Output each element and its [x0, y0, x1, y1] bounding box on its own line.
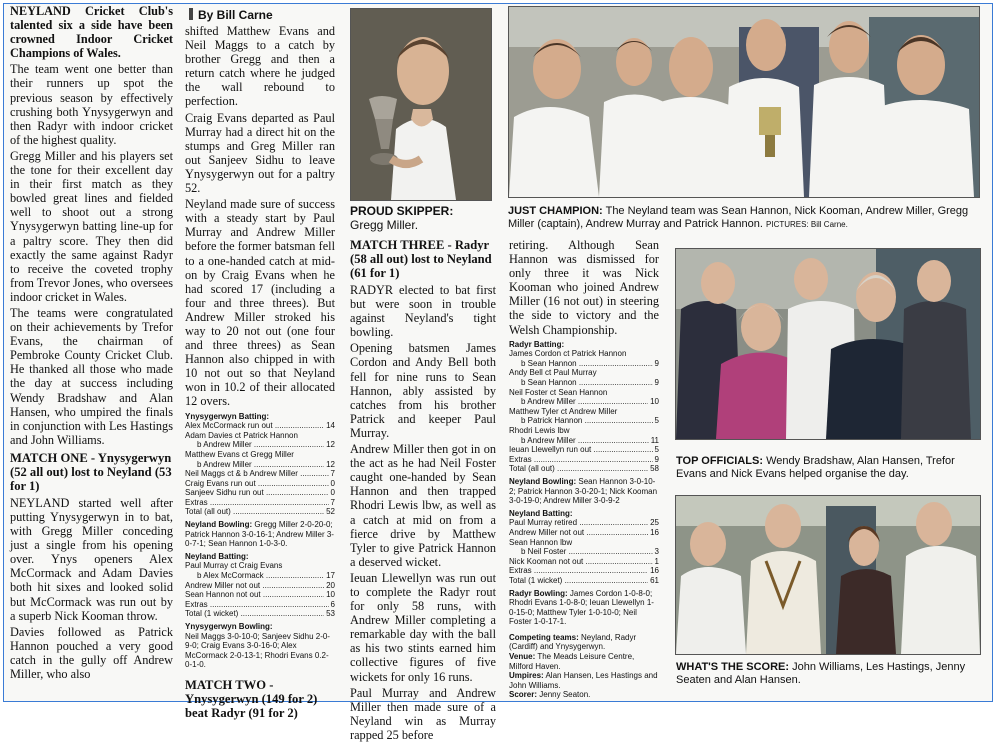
- scorecard-rows: [185, 561, 335, 619]
- scorecard-rows: [185, 421, 335, 517]
- batsman-entry: Andrew Miller not out .....: [185, 581, 324, 591]
- scorecard-row: [509, 426, 659, 436]
- info-row: [509, 633, 659, 652]
- runs-value: [298, 431, 300, 441]
- runs-value: 12: [326, 440, 335, 450]
- match-three-heading: MATCH THREE - Radyr (58 all out) lost to Neyland (61 for 1): [350, 238, 492, 280]
- scorecard-row: [185, 450, 335, 460]
- scorecard-row: [509, 566, 659, 576]
- info-label: Venue:: [509, 652, 536, 662]
- scorecard-row: [185, 561, 335, 571]
- scorecard-match-one: [185, 412, 335, 670]
- column-2: [185, 24, 335, 723]
- champion-caption: [508, 205, 986, 231]
- scorecard-row: [509, 416, 659, 426]
- batsman-entry: Total (1 wicket) .....: [509, 576, 648, 586]
- batsman-entry: Ieuan Llewellyn run out .....: [509, 445, 653, 455]
- runs-value: 0: [330, 488, 335, 498]
- bowling-text: James Cordon 1-0-8-0; Rhodri Evans 1-0-8-0; Ieuan Llewellyn 1-0-15-0; Matthew Tyler 1-0-10-0; Neil Foster 1-0-17-1.: [509, 588, 654, 627]
- lead-paragraph: NEYLAND Cricket Club's talented six a side have been crowned Indoor Cricket Champions of Wales.: [10, 4, 173, 61]
- batsman-entry: Neil Maggs ct & b Andrew Miller .....: [185, 469, 329, 479]
- scorecard-row: [509, 349, 659, 359]
- caption-text: Wendy Bradshaw, Alan Hansen, Trefor Evans and Nick Evans helped organise the day.: [676, 455, 955, 480]
- scorecard-row: [509, 359, 659, 369]
- batsman-entry: Matthew Evans ct Gregg Miller: [185, 449, 294, 459]
- paragraph: Paul Murray and Andrew Miller then made sure of a Neyland win as Murray rapped 25 before: [350, 685, 496, 742]
- byline-text: By Bill Carne: [198, 8, 273, 22]
- scorecard-row: [509, 538, 659, 548]
- batsman-entry: Extras .....: [185, 600, 329, 610]
- batsman-entry: Total (all out) .....: [185, 507, 324, 517]
- batsman-entry: Rhodri Lewis lbw: [509, 426, 570, 435]
- paragraph: Andrew Miller then got in on the act as he had Neil Foster caught one-handed by Sean Hannon and then trapped Rhodri Lewis lbw, as well as a catch at mid on from a fierce drive by Matthew Tyler to give Patrick Hannon a deserved wicket.: [350, 442, 496, 569]
- scorecard-heading: Neyland Batting:: [509, 508, 573, 518]
- photo-credit: PICTURES: Bill Carne.: [766, 220, 848, 229]
- batsman-entry: Extras .....: [509, 455, 653, 465]
- info-value: The Meads Leisure Centre, Milford Haven.: [509, 652, 635, 671]
- batsman-entry: b Alex McCormack .....: [197, 571, 324, 581]
- match-info: [509, 633, 659, 700]
- runs-value: [617, 407, 619, 417]
- scorecard-row: [509, 455, 659, 465]
- scorecard-row: [509, 464, 659, 474]
- runs-value: [597, 368, 599, 378]
- scorecard-row: [185, 571, 335, 581]
- batsman-entry: b Neil Foster .....: [521, 547, 653, 557]
- paragraph: RADYR elected to bat first but were soon in trouble against Neyland's tight bowling.: [350, 283, 496, 340]
- batsman-entry: Matthew Tyler ct Andrew Miller: [509, 406, 618, 416]
- paragraph: NEYLAND started well after putting Ynysygerwyn in to bat, with Gregg Miller conceding just a single from his opening over. Ynys openers Alex McCormack and Adam Davies both hit sixes and looked solid but McCormack was run out by a superb Nick Kooman throw.: [10, 495, 173, 623]
- umpires-photo: [675, 495, 981, 655]
- runs-value: 5: [654, 445, 659, 455]
- caption-label: WHAT'S THE SCORE:: [676, 661, 790, 673]
- runs-value: 16: [650, 566, 659, 576]
- scorecard-row: [509, 528, 659, 538]
- scorecard-row: [185, 479, 335, 489]
- scorecard-row: [509, 436, 659, 446]
- runs-value: 3: [654, 547, 659, 557]
- scorecard-row: [509, 547, 659, 557]
- scorecard-row: [185, 469, 335, 479]
- runs-value: 25: [650, 518, 659, 528]
- caption-label: TOP OFFICIALS:: [676, 455, 763, 467]
- skipper-photo: [350, 8, 492, 201]
- byline-bar: [189, 8, 193, 20]
- batsman-entry: James Cordon ct Patrick Hannon: [509, 349, 627, 359]
- runs-value: 58: [650, 464, 659, 474]
- runs-value: 14: [326, 421, 335, 431]
- runs-value: 16: [650, 527, 659, 537]
- scorecard-rows: [509, 349, 659, 474]
- paragraph: Opening batsmen James Cordon and Andy Bell both fell for nine runs to Sean Hannon, ably assisted by catches from his brother Patrick and keeper Paul Murray.: [350, 341, 496, 440]
- caption-text: The Neyland team was Sean Hannon, Nick Kooman, Andrew Miller, Gregg Miller (captain), Andrew Murray and Patrick Hannon.: [508, 205, 969, 230]
- runs-value: 0: [330, 478, 335, 488]
- info-value: Neyland, Radyr (Cardiff) and Ynysygerwyn.: [509, 632, 637, 652]
- scorecard-row: [185, 421, 335, 431]
- match-two-heading: MATCH TWO - Ynysygerwyn (149 for 2) beat Radyr (91 for 2): [185, 677, 318, 720]
- batsman-entry: b Sean Hannon .....: [521, 359, 653, 369]
- officials-photo-image: [676, 249, 980, 439]
- runs-value: 17: [326, 571, 335, 581]
- scorecard-row: [509, 397, 659, 407]
- scorecard-row: [509, 445, 659, 455]
- scorecard-row: [509, 557, 659, 567]
- runs-value: 61: [650, 575, 659, 585]
- scorecard-rows: [509, 518, 659, 585]
- runs-value: 1: [654, 556, 659, 566]
- umpires-caption: [676, 661, 982, 687]
- scorecard-row: [185, 498, 335, 508]
- scorecard-row: [185, 600, 335, 610]
- scorecard-row: [185, 431, 335, 441]
- scorecard-row: [185, 460, 335, 470]
- runs-value: 11: [650, 435, 659, 445]
- batsman-entry: Total (1 wicket) .....: [185, 609, 324, 619]
- paragraph: The teams were congratulated on their achievements by Trefor Evans, the chairman of Pembroke County Cricket Club. He thanked all those who made the day at success including Wendy Bradshaw and Alan Hansen, who umpired the finals in conjunction with Les Hastings and John Williams.: [10, 305, 173, 447]
- paragraph: retiring. Although Sean Hannon was dismissed for only three it was Nick Kooman who joined Andrew Miller (16 not out) in steering the side to victory and the Welsh Championship.: [509, 238, 659, 337]
- scorecard-row: [185, 590, 335, 600]
- info-label: Scorer:: [509, 690, 538, 700]
- match-one-heading: MATCH ONE - Ynysygerwyn (52 all out) lost to Neyland (53 for 1): [10, 450, 172, 493]
- scorecard-row: [185, 507, 335, 517]
- bowling-figures: Neyland Bowling: Gregg Miller 2-0-20-0; Patrick Hannon 3-0-16-1; Andrew Miller 3-0-7-1; Sean Hannon 1-0-3-0.: [185, 520, 334, 549]
- batsman-entry: Total (all out) .....: [509, 464, 648, 474]
- scorecard-row: [185, 488, 335, 498]
- batsman-entry: Paul Murray retired .....: [509, 518, 648, 528]
- runs-value: 10: [650, 397, 659, 407]
- caption-text: John Williams, Les Hastings, Jenny Seaten and Alan Hansen.: [676, 661, 966, 686]
- scorecard-row: [509, 368, 659, 378]
- skipper-caption: [350, 204, 496, 232]
- runs-value: 53: [326, 609, 335, 619]
- bowling-figures: Neyland Bowling: Sean Hannon 3-0-10-2; Patrick Hannon 3-0-20-1; Nick Kooman 3-0-19-0; Andrew Miller 3-0-9-2: [509, 476, 658, 506]
- info-value: Jenny Seaton.: [539, 690, 591, 700]
- paragraph: The team went one better than their runners up spot the previous season by effectively crushing both Ynysygerwyn and then Radyr with indoor cricket of the highest quality.: [10, 62, 173, 147]
- scorecard-row: [185, 581, 335, 591]
- batsman-entry: Neil Foster ct Sean Hannon: [509, 387, 608, 397]
- batsman-entry: Nick Kooman not out .....: [509, 557, 653, 567]
- column-3: [350, 204, 496, 744]
- batsman-entry: b Sean Hannon .....: [521, 378, 653, 388]
- bowling-figures: Radyr Bowling: James Cordon 1-0-8-0; Rhodri Evans 1-0-8-0; Ieuan Llewellyn 1-0-15-0; Matthew Tyler 1-0-10-0; Neil Foster 1-0-17-1.: [509, 588, 654, 627]
- umpires-photo-image: [676, 496, 980, 654]
- scorecard-row: [185, 609, 335, 619]
- batsman-entry: Alex McCormack run out .....: [185, 421, 324, 431]
- batsman-entry: b Patrick Hannon .....: [521, 416, 653, 426]
- runs-value: 5: [654, 416, 659, 426]
- caption-label: PROUD SKIPPER:: [350, 204, 454, 218]
- scorecard-row: [185, 440, 335, 450]
- scorecard-row: [509, 388, 659, 398]
- paragraph: Davies followed as Patrick Hannon pouched a very good catch in the gully off Andrew Miller, who also: [10, 624, 173, 682]
- runs-value: 20: [326, 580, 335, 590]
- bowling-text: Neil Maggs 3-0-10-0; Sanjeev Sidhu 2-0-9-0; Craig Evans 3-0-16-0; Alex McCormack 2-0-13-1; Rhodri Evans 0.2-0-1-0.: [185, 631, 330, 670]
- runs-value: 9: [654, 454, 659, 464]
- paragraph: Ieuan Llewellyn was run out to complete the Radyr rout for only 58 runs, with Andrew Miller completing a remarkable day with the ball as his two stints earned him collective figures of five wickets for only 16 runs.: [350, 570, 496, 684]
- info-row: [509, 690, 659, 700]
- paragraph: Neyland made sure of success with a steady start by Paul Murray and Andrew Miller before the former batsman fell to a one-handed catch at mid-on by Craig Evans when he had scored 17 (including a four and three threes). But Andrew Miller stroked his way to 20 not out (one four and three threes) as Sean Hannon also chipped in with 10 not out so that Neyland won in 10.2 of their allocated 12 overs.: [185, 197, 335, 409]
- runs-value: 7: [330, 469, 335, 479]
- batsman-entry: Sean Hannon lbw: [509, 537, 573, 547]
- info-row: [509, 671, 659, 690]
- column-1: [10, 4, 173, 683]
- runs-value: 9: [654, 378, 659, 388]
- runs-value: [607, 388, 609, 398]
- batsman-entry: Craig Evans run out .....: [185, 479, 329, 489]
- runs-value: 12: [326, 459, 335, 469]
- batsman-entry: Sean Hannon not out .....: [185, 590, 324, 600]
- batsman-entry: Andrew Miller not out .....: [509, 528, 648, 538]
- runs-value: 7: [330, 497, 335, 507]
- runs-value: 9: [654, 358, 659, 368]
- bowling-text: Gregg Miller 2-0-20-0; Patrick Hannon 3-0-16-1; Andrew Miller 3-0-7-1; Sean Hannon 1-0-3-0.: [185, 520, 334, 549]
- runs-value: [569, 426, 571, 436]
- runs-value: [282, 561, 284, 571]
- column-4: [509, 238, 659, 700]
- scorecard-row: [509, 576, 659, 586]
- batsman-entry: Andy Bell ct Paul Murray: [509, 368, 597, 378]
- batsman-entry: b Andrew Miller .....: [197, 460, 324, 470]
- runs-value: 52: [326, 507, 335, 517]
- caption-text: Gregg Miller.: [350, 218, 419, 232]
- batsman-entry: b Andrew Miller .....: [521, 397, 648, 407]
- caption-label: JUST CHAMPION:: [508, 205, 603, 217]
- bowling-text: Sean Hannon 3-0-10-2; Patrick Hannon 3-0-20-1; Nick Kooman 3-0-19-0; Andrew Miller 3-0-9-2: [509, 476, 658, 506]
- batsman-entry: Paul Murray ct Craig Evans: [185, 561, 283, 571]
- runs-value: [572, 538, 574, 548]
- batsman-entry: b Andrew Miller .....: [521, 436, 649, 446]
- skipper-photo-image: [351, 9, 491, 200]
- officials-photo: [675, 248, 981, 440]
- byline: [189, 8, 273, 22]
- batsman-entry: Sanjeev Sidhu run out .....: [185, 488, 329, 498]
- officials-caption: [676, 455, 982, 481]
- info-value: Alan Hansen, Les Hastings and John Williams.: [509, 671, 658, 690]
- scorecard-row: [509, 378, 659, 388]
- runs-value: 6: [330, 599, 335, 609]
- scorecard-row: [509, 407, 659, 417]
- paragraph: shifted Matthew Evans and Neil Maggs to a catch by brother Gregg and then a return catch where he judged the wall rebound to perfection.: [185, 24, 335, 109]
- scorecard-heading: Radyr Batting:: [509, 339, 565, 349]
- batsman-entry: Extras .....: [185, 498, 329, 508]
- batsman-entry: Extras .....: [509, 566, 648, 576]
- info-label: Umpires:: [509, 671, 544, 681]
- batsman-entry: b Andrew Miller .....: [197, 440, 324, 450]
- scorecard-heading: Ynysygerwyn Bowling:: [185, 622, 273, 631]
- batsman-entry: Adam Davies ct Patrick Hannon: [185, 430, 298, 440]
- scorecard-heading: Ynysygerwyn Batting:: [185, 411, 270, 421]
- scorecard-match-three: [509, 340, 659, 700]
- team-photo: [508, 6, 980, 198]
- info-row: [509, 652, 659, 671]
- scorecard-row: [509, 518, 659, 528]
- runs-value: [294, 450, 296, 460]
- team-photo-image: [509, 7, 979, 197]
- paragraph: Gregg Miller and his players set the tone for their excellent day in their first match as they bowled great lines and fielded well to shoot out a strong Ynysygerwyn batting line-up for a paltry score. They then did exactly the same against Radyr to receive the coveted trophy from Trevor Jones, who oversees indoor cricket in Wales.: [10, 148, 173, 304]
- paragraph: Craig Evans departed as Paul Murray had a direct hit on the stumps and Greg Miller ran out Sanjeev Sidhu to leave Ynysygerwyn out for a paltry 52.: [185, 110, 335, 196]
- runs-value: [626, 349, 628, 359]
- scorecard-heading: Neyland Batting:: [185, 551, 249, 561]
- info-label: Competing teams:: [509, 632, 579, 642]
- runs-value: 10: [326, 590, 335, 600]
